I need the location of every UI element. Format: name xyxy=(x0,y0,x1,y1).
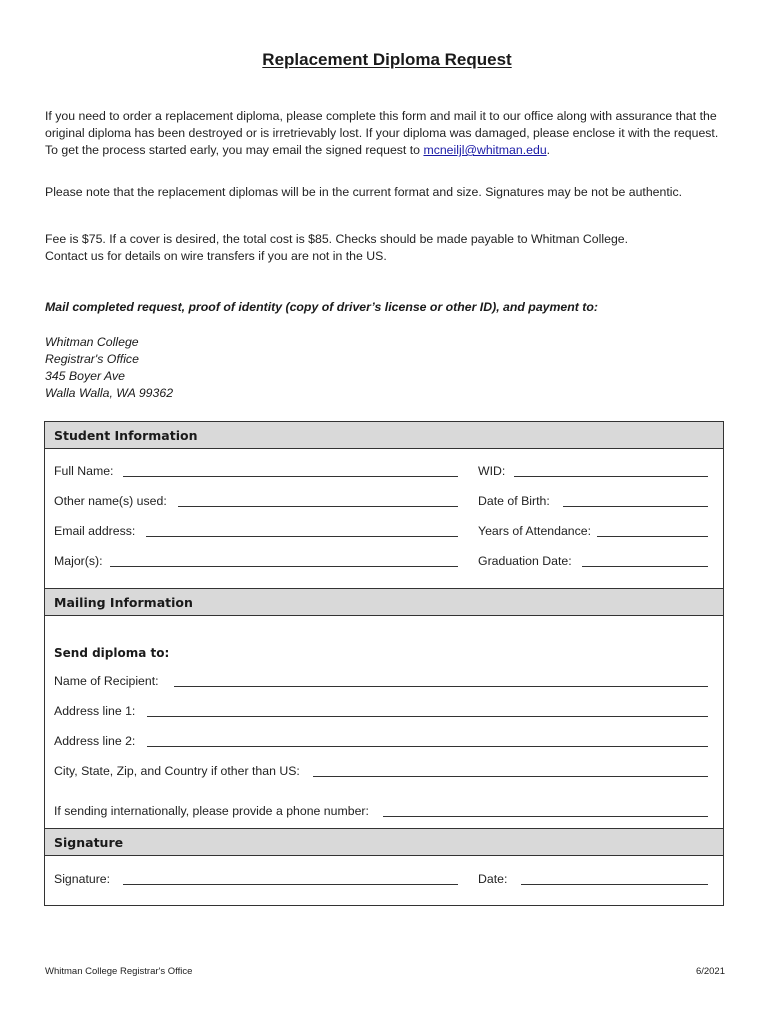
graduation-date-field[interactable] xyxy=(582,566,708,567)
fee-line: Fee is $75. If a cover is desired, the total cost is $85. Checks should be made payable to Whitman College. xyxy=(45,232,629,246)
address-line-1-label: Address line 1: xyxy=(54,704,136,718)
international-phone-field[interactable] xyxy=(383,816,708,817)
address-line: Walla Walla, WA 99362 xyxy=(45,386,174,400)
recipient-name-field[interactable] xyxy=(174,686,708,687)
years-of-attendance-label: Years of Attendance: xyxy=(478,524,592,538)
student-information-heading: Student Information xyxy=(44,421,724,449)
footer-office: Whitman College Registrar's Office xyxy=(45,966,193,977)
address-line: Registrar's Office xyxy=(45,352,139,366)
email-link[interactable]: mcneiljl@whitman.edu xyxy=(423,143,547,157)
majors-label: Major(s): xyxy=(54,554,103,568)
full-name-field[interactable] xyxy=(123,476,458,477)
wire-transfer-line: Contact us for details on wire transfers if you are not in the US. xyxy=(45,249,387,263)
page-title: Replacement Diploma Request xyxy=(262,50,512,69)
address-line-1-field[interactable] xyxy=(147,716,708,717)
signature-date-label: Date: xyxy=(478,872,508,886)
graduation-date-label: Graduation Date: xyxy=(478,554,572,568)
signature-date-field[interactable] xyxy=(521,884,708,885)
full-name-label: Full Name: xyxy=(54,464,114,478)
signature-field[interactable] xyxy=(123,884,458,885)
fee-paragraph xyxy=(45,231,730,265)
city-state-zip-label: City, State, Zip, and Country if other than US: xyxy=(54,764,300,778)
email-address-field[interactable] xyxy=(146,536,458,537)
date-of-birth-label: Date of Birth: xyxy=(478,494,550,508)
address-line: 345 Boyer Ave xyxy=(45,369,125,383)
recipient-name-label: Name of Recipient: xyxy=(54,674,159,688)
address-line: Whitman College xyxy=(45,335,139,349)
note-paragraph: Please note that the replacement diplomas will be in the current format and size. Signatures may be not be authentic. xyxy=(45,185,683,199)
address-line-2-label: Address line 2: xyxy=(54,734,136,748)
mailing-address xyxy=(45,334,173,402)
signature-heading: Signature xyxy=(44,828,724,856)
international-phone-label: If sending internationally, please provide a phone number: xyxy=(54,804,369,818)
mailing-information-heading: Mailing Information xyxy=(44,588,724,616)
send-diploma-to-label: Send diploma to: xyxy=(54,646,170,660)
other-names-field[interactable] xyxy=(178,506,458,507)
date-of-birth-field[interactable] xyxy=(563,506,708,507)
majors-field[interactable] xyxy=(110,566,458,567)
email-address-label: Email address: xyxy=(54,524,136,538)
footer-revision-date: 6/2021 xyxy=(695,966,725,977)
city-state-zip-field[interactable] xyxy=(313,776,708,777)
wid-label: WID: xyxy=(478,464,506,478)
address-line-2-field[interactable] xyxy=(147,746,708,747)
other-names-label: Other name(s) used: xyxy=(54,494,167,508)
mail-instructions-heading: Mail completed request, proof of identity (copy of driver’s license or other ID), and payment to: xyxy=(45,300,598,314)
years-of-attendance-field[interactable] xyxy=(597,536,708,537)
signature-label: Signature: xyxy=(54,872,111,886)
wid-field[interactable] xyxy=(514,476,708,477)
intro-paragraph: If you need to order a replacement diploma, please complete this form and mail it to our office along with assurance that the original diploma has been destroyed or is irretrievably lost. If your diploma was damaged, please enclose it with the request. To get the process started early, you may email the signed request to mcneiljl@whitman.edu. xyxy=(45,109,719,157)
